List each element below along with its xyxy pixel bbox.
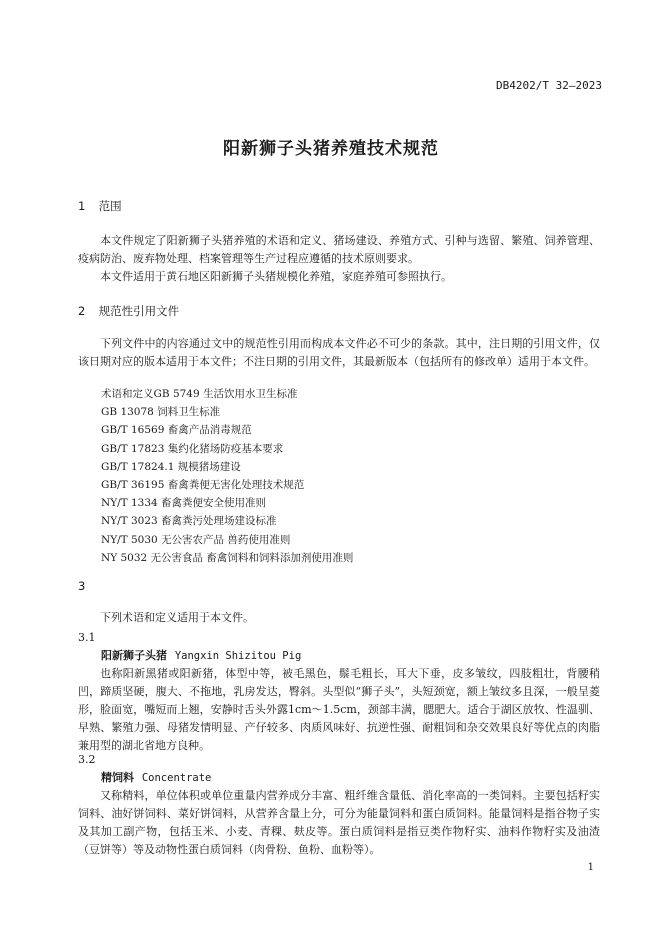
section-number: 2 — [78, 304, 86, 318]
term-chinese: 精饲料 — [101, 771, 134, 784]
term-number: 3.1 — [78, 631, 96, 644]
document-title: 阳新狮子头猪养殖技术规范 — [223, 139, 439, 159]
term-chinese: 阳新狮子头猪 — [101, 649, 167, 662]
reference-item: NY 5032 无公害食品 畜禽饲料和饲料添加剂使用准则 — [101, 551, 354, 564]
term-english: Concentrate — [141, 772, 212, 784]
document-code: DB4202/T 32—2023 — [496, 79, 602, 92]
term-english: Yangxin Shizitou Pig — [174, 650, 302, 662]
reference-list — [101, 385, 353, 567]
reference-item: GB/T 36195 畜禽粪便无害化处理技术规范 — [101, 479, 305, 492]
reference-item: GB/T 16569 畜禽产品消毒规范 — [101, 424, 252, 437]
reference-item: GB/T 17823 集约化猪场防疫基本要求 — [101, 442, 284, 455]
reference-item: 术语和定义GB 5749 生活饮用水卫生标准 — [101, 388, 298, 400]
section-number: 1 — [78, 199, 86, 213]
reference-item: GB 13078 饲料卫生标准 — [101, 406, 221, 419]
reference-item: NY/T 1334 畜禽粪便安全使用准则 — [101, 497, 267, 510]
section-number: 3 — [78, 579, 86, 593]
term-definition: 也称阳新黑猪或阳新猪，体型中等，被毛黑色，鬃毛粗长，耳大下垂，皮多皱纹，四肢粗壮，背腰稍凹，蹄质坚硬，腹大、不拖地，乳房发达，臀斜。头型似“狮子头”，头短颈宽，额上皱纹多且深，一般呈菱形，脸面宽，嘴短而上翘，安静时舌头外露1cm～1.5cm，颈部丰满，腮肥大。适合于湖区放牧、性温驯、早熟、繁殖力强、母猪发情明显、产仔较多、肉质风味好、抗逆性强、耐粗饲和杂交效果良好等优点的肉脂兼用型的湖北省地方良种。 — [78, 667, 600, 752]
section-3-heading — [78, 579, 95, 593]
term-number: 3.2 — [78, 753, 96, 766]
reference-item: NY/T 3023 畜禽粪污处理场建设标准 — [101, 515, 277, 528]
term-heading — [101, 769, 211, 785]
section-title: 范围 — [98, 199, 122, 213]
section-1-heading — [78, 198, 122, 214]
section-title: 规范性引用文件 — [98, 304, 180, 318]
paragraph: 本文件适用于黄石地区阳新狮子头猪规模化养殖，家庭养殖可参照执行。 — [100, 270, 452, 283]
reference-item: GB/T 17824.1 规模猪场建设 — [101, 460, 241, 473]
paragraph: 本文件规定了阳新狮子头猪养殖的术语和定义、猪场建设、养殖方式、引种与选留、繁殖、饲养管理、疫病防治、废弃物处理、档案管理等生产过程应遵循的技术原则要求。 — [78, 234, 600, 265]
page-number: 1 — [587, 862, 594, 873]
term-heading — [101, 647, 301, 663]
reference-item: NY/T 5030 无公害农产品 兽药使用准则 — [101, 533, 291, 546]
section-2-heading — [78, 303, 179, 319]
term-definition: 又称精料，单位体积或单位重量内营养成分丰富、粗纤维含量低、消化率高的一类饲料。主要包括籽实饲料、油好饼饲料、菜好饼饲料，从营养含量上分，可分为能量饲料和蛋白质饲料。能量饲料是指谷物子实及其加工副产物，包括玉米、小麦、青稞、麸皮等。蛋白质饲料是指豆类作物籽实、油料作物籽实及油渣（豆饼等）等及动物性蛋白质饲料（肉骨粉、鱼粉、血粉等）。 — [78, 789, 600, 856]
paragraph: 下列文件中的内容通过文中的规范性引用而构成本文件必不可少的条款。其中，注日期的引用文件，仅该日期对应的版本适用于本文件；不注日期的引用文件，其最新版本（包括所有的修改单）适用于本文件。 — [78, 337, 600, 368]
paragraph: 下列术语和定义适用于本文件。 — [100, 611, 254, 624]
